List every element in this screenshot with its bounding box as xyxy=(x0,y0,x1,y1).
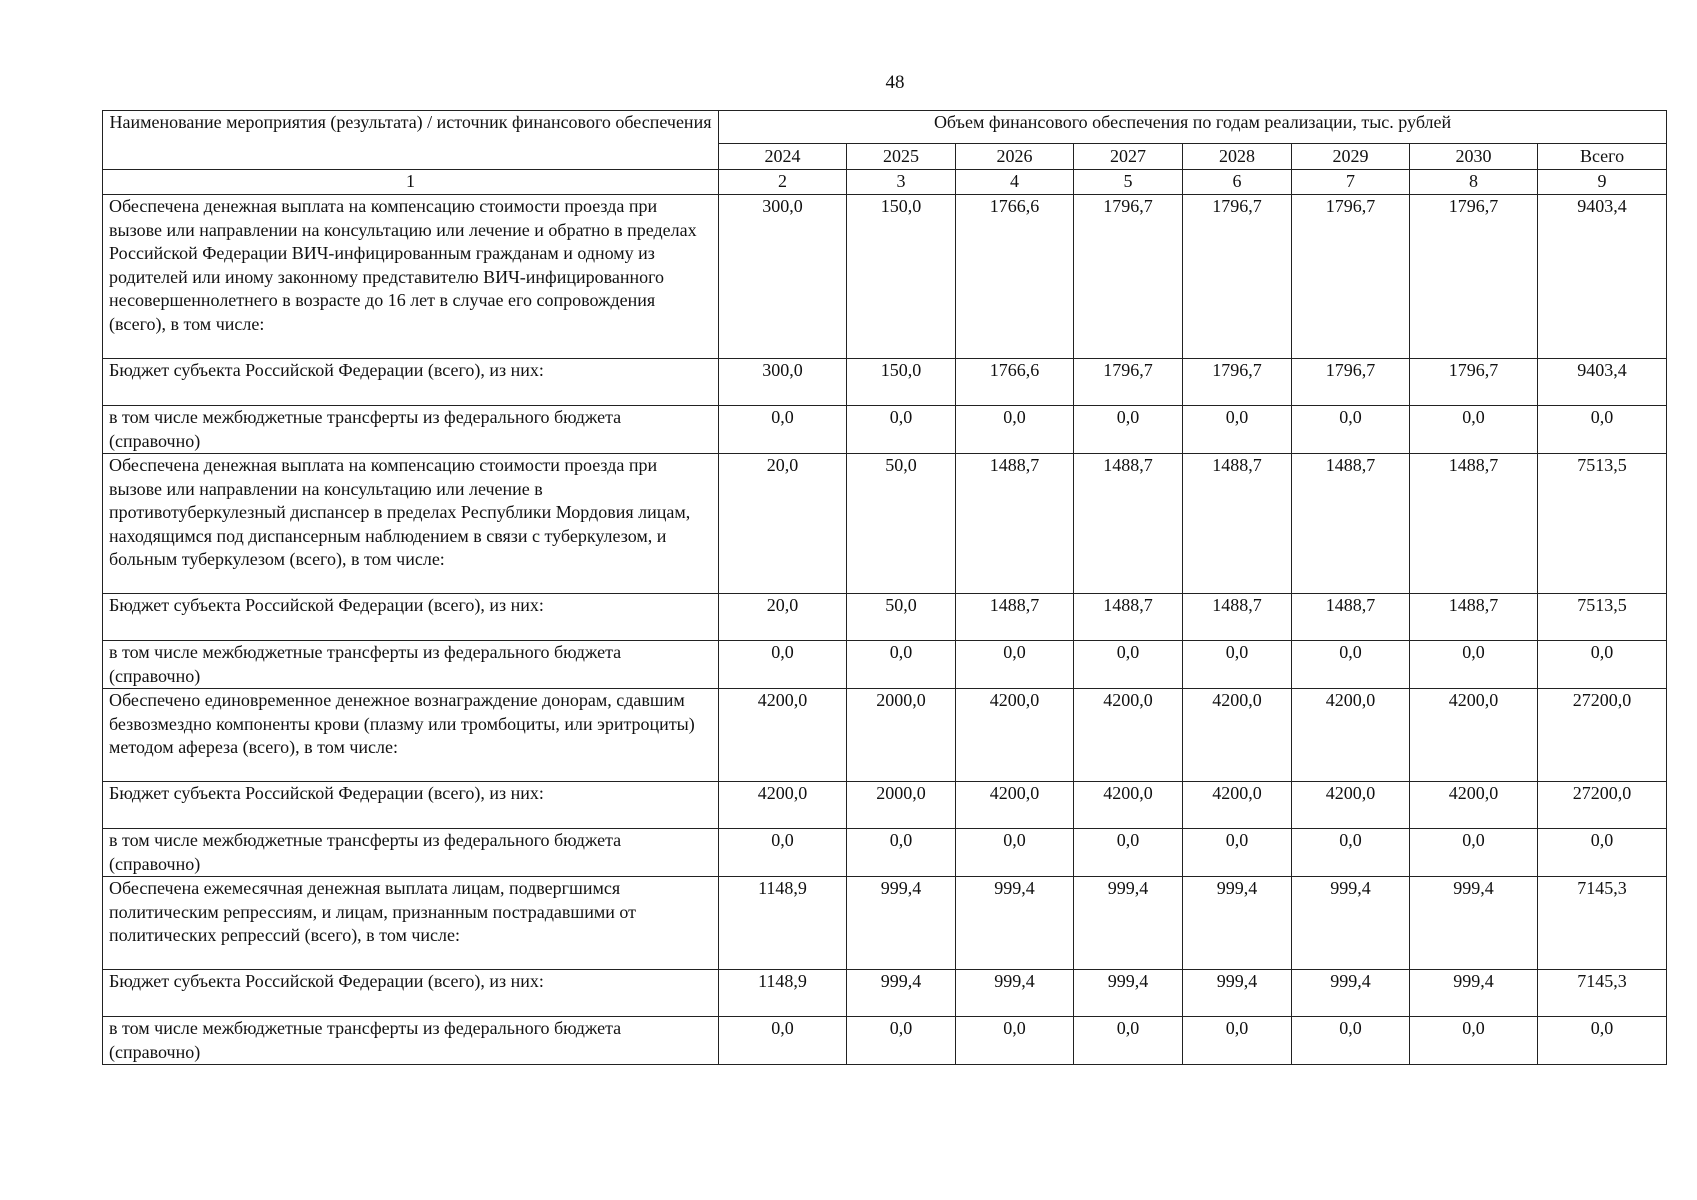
row-value: 1488,7 xyxy=(1074,454,1183,594)
row-value: 1488,7 xyxy=(1183,594,1292,641)
row-total: 7513,5 xyxy=(1538,594,1667,641)
table-row xyxy=(103,689,1667,782)
row-total: 27200,0 xyxy=(1538,782,1667,829)
row-value: 4200,0 xyxy=(1410,782,1538,829)
column-number: 6 xyxy=(1183,170,1292,195)
row-name: Обеспечена ежемесячная денежная выплата лицам, подвергшимся политическим репрессиям, и лицам, признанным пострадавшими от политических репрессий (всего), в том числе: xyxy=(103,877,719,970)
row-name: в том числе межбюджетные трансферты из федерального бюджета (справочно) xyxy=(103,641,719,689)
row-value: 999,4 xyxy=(1410,877,1538,970)
table-row xyxy=(103,877,1667,970)
column-number: 9 xyxy=(1538,170,1667,195)
table-row xyxy=(103,454,1667,594)
row-total: 9403,4 xyxy=(1538,195,1667,359)
column-number: 1 xyxy=(103,170,719,195)
row-value: 4200,0 xyxy=(1292,782,1410,829)
column-number: 5 xyxy=(1074,170,1183,195)
row-value: 1488,7 xyxy=(956,594,1074,641)
row-value: 999,4 xyxy=(847,970,956,1017)
row-value: 999,4 xyxy=(1292,970,1410,1017)
row-value: 0,0 xyxy=(1183,406,1292,454)
row-value: 0,0 xyxy=(1410,829,1538,877)
row-value: 0,0 xyxy=(1074,406,1183,454)
table-row xyxy=(103,406,1667,454)
financing-table xyxy=(102,110,1667,1065)
row-total: 0,0 xyxy=(1538,406,1667,454)
row-value: 0,0 xyxy=(719,641,847,689)
table-row xyxy=(103,195,1667,359)
row-value: 1796,7 xyxy=(1410,195,1538,359)
row-value: 1488,7 xyxy=(1292,454,1410,594)
row-value: 0,0 xyxy=(719,829,847,877)
table-row xyxy=(103,782,1667,829)
table-row xyxy=(103,594,1667,641)
row-value: 1796,7 xyxy=(1183,195,1292,359)
header-financing-volume: Объем финансового обеспечения по годам реализации, тыс. рублей xyxy=(719,111,1667,144)
row-value: 4200,0 xyxy=(719,689,847,782)
row-value: 4200,0 xyxy=(956,689,1074,782)
header-year: 2030 xyxy=(1410,143,1538,169)
row-value: 999,4 xyxy=(847,877,956,970)
row-value: 0,0 xyxy=(1074,641,1183,689)
header-year: 2026 xyxy=(956,143,1074,169)
row-value: 0,0 xyxy=(847,641,956,689)
row-total: 0,0 xyxy=(1538,641,1667,689)
row-value: 0,0 xyxy=(956,1017,1074,1065)
row-value: 1148,9 xyxy=(719,970,847,1017)
row-value: 50,0 xyxy=(847,594,956,641)
row-value: 999,4 xyxy=(1074,877,1183,970)
row-value: 1488,7 xyxy=(956,454,1074,594)
row-value: 1796,7 xyxy=(1183,359,1292,406)
row-value: 999,4 xyxy=(1183,877,1292,970)
row-name: Обеспечено единовременное денежное вознаграждение донорам, сдавшим безвозмездно компоненты крови (плазму или тромбоциты, или эритроциты) методом афереза (всего), в том числе: xyxy=(103,689,719,782)
row-total: 0,0 xyxy=(1538,1017,1667,1065)
row-value: 1796,7 xyxy=(1074,359,1183,406)
row-value: 150,0 xyxy=(847,359,956,406)
table-row xyxy=(103,970,1667,1017)
row-value: 0,0 xyxy=(956,641,1074,689)
row-value: 0,0 xyxy=(1074,829,1183,877)
header-year: 2027 xyxy=(1074,143,1183,169)
row-name: Бюджет субъекта Российской Федерации (всего), из них: xyxy=(103,970,719,1017)
row-name: в том числе межбюджетные трансферты из федерального бюджета (справочно) xyxy=(103,406,719,454)
row-value: 999,4 xyxy=(1074,970,1183,1017)
row-value: 20,0 xyxy=(719,454,847,594)
row-value: 0,0 xyxy=(1183,1017,1292,1065)
row-value: 4200,0 xyxy=(956,782,1074,829)
column-number: 2 xyxy=(719,170,847,195)
header-year: 2029 xyxy=(1292,143,1410,169)
column-number: 8 xyxy=(1410,170,1538,195)
row-name: Бюджет субъекта Российской Федерации (всего), из них: xyxy=(103,359,719,406)
row-value: 0,0 xyxy=(1183,829,1292,877)
table-row xyxy=(103,829,1667,877)
row-value: 0,0 xyxy=(1183,641,1292,689)
row-value: 4200,0 xyxy=(1074,689,1183,782)
row-value: 0,0 xyxy=(1410,1017,1538,1065)
row-value: 50,0 xyxy=(847,454,956,594)
row-value: 0,0 xyxy=(1292,1017,1410,1065)
row-value: 1488,7 xyxy=(1183,454,1292,594)
row-value: 4200,0 xyxy=(1183,689,1292,782)
row-value: 1766,6 xyxy=(956,195,1074,359)
row-name: в том числе межбюджетные трансферты из федерального бюджета (справочно) xyxy=(103,1017,719,1065)
row-value: 1796,7 xyxy=(1410,359,1538,406)
row-name: Бюджет субъекта Российской Федерации (всего), из них: xyxy=(103,594,719,641)
table-row xyxy=(103,641,1667,689)
row-value: 0,0 xyxy=(956,829,1074,877)
row-value: 1796,7 xyxy=(1074,195,1183,359)
row-value: 1488,7 xyxy=(1410,454,1538,594)
row-value: 1796,7 xyxy=(1292,195,1410,359)
header-year: 2028 xyxy=(1183,143,1292,169)
row-value: 0,0 xyxy=(1410,406,1538,454)
row-value: 0,0 xyxy=(847,829,956,877)
row-total: 9403,4 xyxy=(1538,359,1667,406)
row-value: 999,4 xyxy=(1292,877,1410,970)
row-value: 1796,7 xyxy=(1292,359,1410,406)
row-value: 0,0 xyxy=(719,406,847,454)
row-value: 2000,0 xyxy=(847,689,956,782)
row-value: 1766,6 xyxy=(956,359,1074,406)
row-value: 0,0 xyxy=(847,1017,956,1065)
row-total: 27200,0 xyxy=(1538,689,1667,782)
row-value: 999,4 xyxy=(956,877,1074,970)
row-value: 2000,0 xyxy=(847,782,956,829)
row-value: 300,0 xyxy=(719,359,847,406)
row-value: 999,4 xyxy=(1183,970,1292,1017)
column-number: 7 xyxy=(1292,170,1410,195)
row-value: 0,0 xyxy=(1074,1017,1183,1065)
row-total: 7145,3 xyxy=(1538,877,1667,970)
row-value: 4200,0 xyxy=(1292,689,1410,782)
row-value: 1488,7 xyxy=(1074,594,1183,641)
row-value: 999,4 xyxy=(956,970,1074,1017)
row-value: 0,0 xyxy=(956,406,1074,454)
row-value: 0,0 xyxy=(1292,829,1410,877)
row-value: 20,0 xyxy=(719,594,847,641)
table-row xyxy=(103,359,1667,406)
row-value: 300,0 xyxy=(719,195,847,359)
row-value: 1148,9 xyxy=(719,877,847,970)
row-value: 4200,0 xyxy=(719,782,847,829)
row-total: 7145,3 xyxy=(1538,970,1667,1017)
column-number: 4 xyxy=(956,170,1074,195)
row-name: Обеспечена денежная выплата на компенсацию стоимости проезда при вызове или направлении на консультацию или лечение и обратно в пределах Российской Федерации ВИЧ-инфицированным гражданам и одному из родителей или иному законному представителю ВИЧ-инфицированного несовершеннолетнего в возрасте до 16 лет в случае его сопровождения (всего), в том числе: xyxy=(103,195,719,359)
row-value: 150,0 xyxy=(847,195,956,359)
row-value: 0,0 xyxy=(1292,406,1410,454)
row-value: 1488,7 xyxy=(1410,594,1538,641)
row-value: 4200,0 xyxy=(1074,782,1183,829)
row-name: Обеспечена денежная выплата на компенсацию стоимости проезда при вызове или направлении на консультацию или лечение в противотуберкулезный диспансер в пределах Республики Мордовия лицам, находящимся под диспансерным наблюдением в связи с туберкулезом, и больным туберкулезом (всего), в том числе: xyxy=(103,454,719,594)
row-value: 0,0 xyxy=(1410,641,1538,689)
header-year: 2024 xyxy=(719,143,847,169)
row-value: 4200,0 xyxy=(1183,782,1292,829)
header-name-column: Наименование мероприятия (результата) / источник финансового обеспечения xyxy=(103,111,719,170)
row-total: 7513,5 xyxy=(1538,454,1667,594)
row-value: 0,0 xyxy=(719,1017,847,1065)
row-name: в том числе межбюджетные трансферты из федерального бюджета (справочно) xyxy=(103,829,719,877)
header-year: 2025 xyxy=(847,143,956,169)
header-total: Всего xyxy=(1538,143,1667,169)
row-total: 0,0 xyxy=(1538,829,1667,877)
row-value: 4200,0 xyxy=(1410,689,1538,782)
row-value: 1488,7 xyxy=(1292,594,1410,641)
table-row xyxy=(103,1017,1667,1065)
column-number: 3 xyxy=(847,170,956,195)
row-value: 0,0 xyxy=(1292,641,1410,689)
row-value: 999,4 xyxy=(1410,970,1538,1017)
row-value: 0,0 xyxy=(847,406,956,454)
page-number: 48 xyxy=(885,72,905,93)
row-name: Бюджет субъекта Российской Федерации (всего), из них: xyxy=(103,782,719,829)
